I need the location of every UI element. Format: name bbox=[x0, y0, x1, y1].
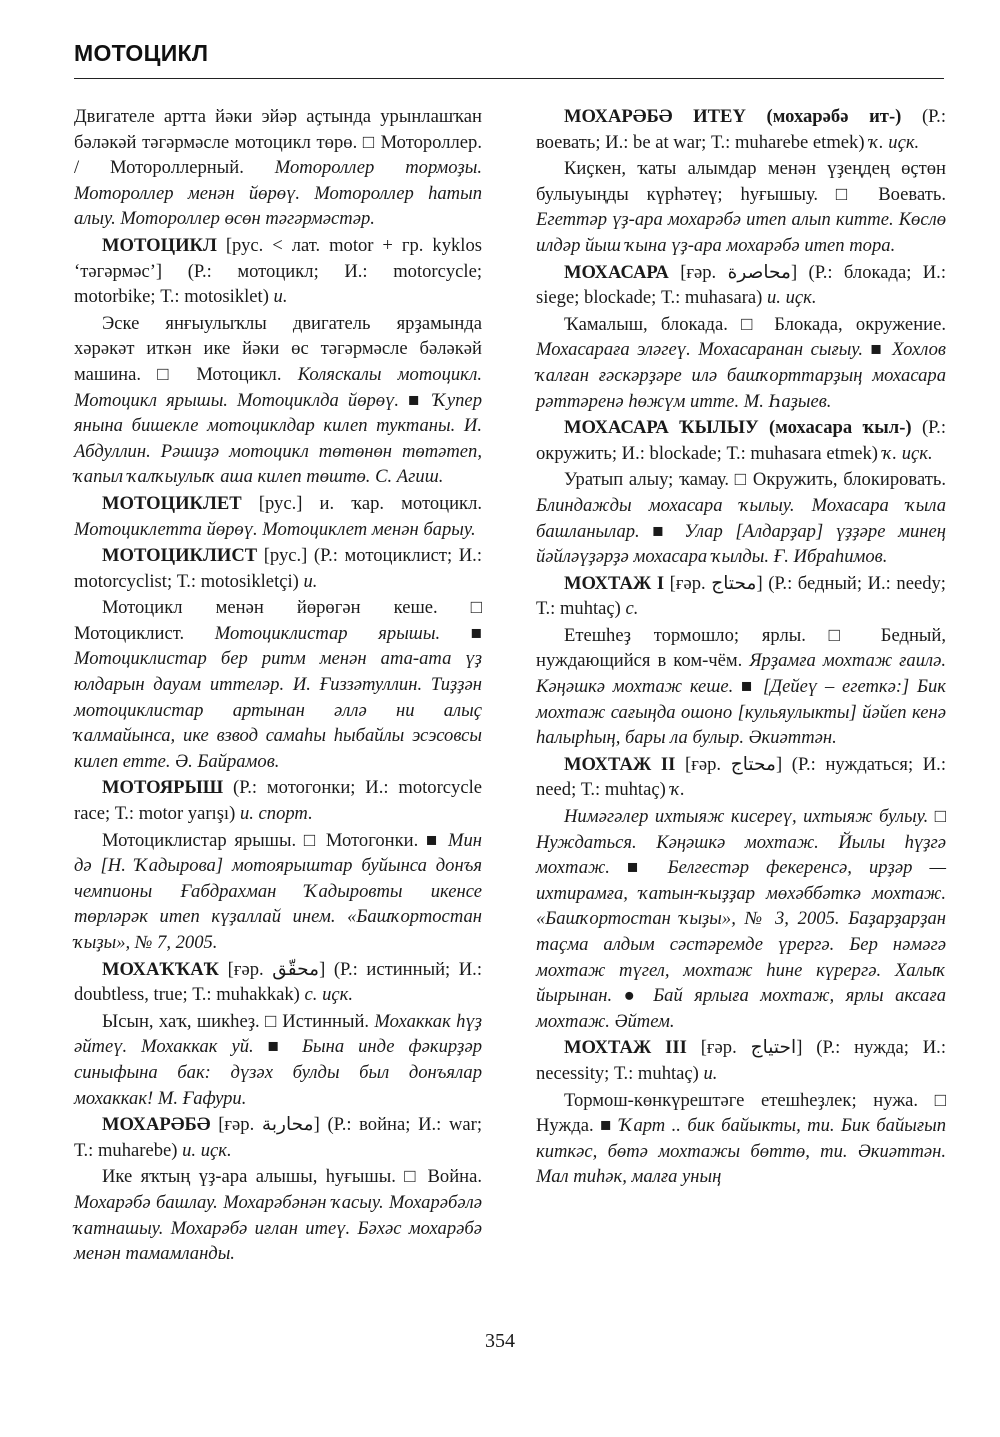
entry-text: [ғәр. محاربة] (Р.: война; И.: war; Т.: muharebe) bbox=[74, 1114, 482, 1161]
entry-example: с. bbox=[625, 598, 639, 620]
entry-example: Егеттәр үҙ-ара мохарәбә итеп алып китте. Көслө илдәр йыш ҡына үҙ-ара мохарәбә итеп тора. bbox=[536, 209, 946, 256]
entry-example: Мохаккак һүҙ әйтеү. Мохаккак уй. ■ Бына инде фәкирҙәр синыфына бак: дүзәх булды был донъялар мохаккак! М. Ғафури. bbox=[74, 1010, 482, 1109]
entry-example: Мотоциклистар ярышы. ■ Мотоциклистар бер ритм менән ата-ата үҙ юлдарын дауам иттеләр. И. Ғиззәтуллин. Тиҙҙән мотоциклистар артынан әллә ни алыҫ ҡалмайынса, ике взвод самаһы һыбайлы эсэсовсы килеп етте. Ә. Байрамов. bbox=[74, 622, 482, 772]
entry-text: Ысын, хаҡ, шикһеҙ. □ Истинный. bbox=[102, 1010, 375, 1032]
entry-text: [рус.] и. ҡар. мотоцикл. bbox=[241, 492, 482, 514]
header-rule bbox=[74, 78, 944, 79]
entry-text: [ғәр. محتاج] (Р.: нуждаться; И.: need; Т.: muhtaç) bbox=[536, 753, 946, 801]
entry-example: Блиндажды мохасара ҡылыу. Мохасара ҡыла башланылар. ■ Улар [Алдарҙар] үҙҙәре минең йәйләүҙәрҙә мохасара ҡылды. Ғ. Ибраһимов. bbox=[536, 494, 946, 568]
entry-example: Мотороллер тормоҙы. Мотороллер менән йөрөү. Мотороллер һатып алыу. Мотороллер өсөн тәгәрмәстәр. bbox=[74, 157, 482, 230]
dictionary-entry-definition bbox=[74, 595, 482, 774]
entry-headword: МОТОЦИКЛИСТ bbox=[102, 545, 258, 567]
dictionary-entry-headword-line bbox=[536, 415, 946, 466]
entry-text: (Р.: воевать; И.: be at war; Т.: muharebe etmek) bbox=[536, 106, 946, 153]
entry-example: и. иҫк. bbox=[767, 287, 817, 309]
entry-example: и. bbox=[303, 570, 318, 592]
dictionary-entry-definition bbox=[74, 1009, 482, 1111]
entry-text: [ғәр. محقّق] (Р.: истинный; И.: doubtless, true; Т.: muhakkak) bbox=[74, 958, 482, 1006]
entry-headword: МОХТАЖ I bbox=[564, 572, 665, 594]
entry-text: [ғәр. احتياج] (Р.: нужда; И.: necessity; Т.: muhtaç) bbox=[536, 1037, 946, 1084]
dictionary-entry-definition bbox=[536, 623, 946, 751]
entry-headword: МОХТАЖ II bbox=[564, 753, 676, 775]
entry-text: Етешһеҙ тормошло; ярлы. □ Бедный, нуждающийся в ком-чём. bbox=[536, 624, 946, 672]
entry-example: и. иҫк. bbox=[182, 1139, 232, 1161]
dictionary-entry-headword-line bbox=[536, 260, 946, 311]
entry-text: Эске янғыулыҡлы двигатель ярҙамында хәрәкәт иткән ике йәки өс тәгәрмәсле бәләкәй машина. □ Мотоцикл. bbox=[74, 312, 482, 385]
entry-text: Двигателе артта йәки эйәр аҫтында урынлашҡан бәләкәй тәгәрмәсле мотоцикл төрө. □ Мотороллер. / Мотороллерный. bbox=[74, 106, 482, 179]
dictionary-entry-definition bbox=[74, 1164, 482, 1266]
entry-example: Мохасараға эләгеү. Мохасаранан сығыу. ■ Хохлов ҡалған ғәскәрҙәре илә башҡорттарҙың мохасара рәттәренә һөжүм итте. М. Һаҙыев. bbox=[536, 339, 946, 412]
entry-example: Коляскалы мотоцикл. Мотоцикл ярышы. Мотоциклда йөрөү. ■ Ҡупер янына бишекле мотоциклдар килеп туктаны. И. Абдуллин. Рәшиҙә мотоцикл төтөнөн төтәтеп, ҡапыл ҡалҡыулыҡ аша килеп төштө. С. Агиш. bbox=[74, 363, 482, 488]
entry-headword: МОТОЯРЫШ bbox=[102, 777, 224, 799]
entry-text: Мотоцикл менән йөрөгән кеше. □ Мотоциклист. bbox=[74, 597, 482, 644]
left-column bbox=[74, 104, 482, 1268]
entry-example: и. bbox=[273, 286, 288, 308]
entry-example: ■ Ҡарт .. бик байыкты, ти. Бик байығып киткәс, бөтә мохтажы бөттө, ти. Әкиәттән. Мал тиһәк, малға уның bbox=[536, 1115, 946, 1188]
entry-text: [рус.] (Р.: мотоциклист; И.: motorcyclist; Т.: motosikletçi) bbox=[74, 545, 482, 592]
entry-example: Мотоциклетта йөрөү. Мотоциклет менән барыу. bbox=[74, 518, 476, 540]
entry-text: Ҡамалыш, блокада. □ Блокада, окружение. bbox=[564, 313, 946, 335]
running-head: МОТОЦИКЛ bbox=[74, 40, 209, 66]
entry-headword: МОТОЦИКЛ bbox=[102, 234, 217, 256]
dictionary-entry-definition bbox=[74, 311, 482, 490]
entry-example: ■ Мин дә [Н. Ҡадырова] мотоярыштар буйынса донъя чемпионы Ғабдрахман Ҡадыровты икенсе төрләрәк итеп күҙаллай инем. «Башҡортостан ҡыҙы», № 7, 2005. bbox=[74, 829, 482, 953]
entry-text: Ике яҡтың үҙ-ара алышы, һуғышы. □ Война. bbox=[102, 1166, 482, 1188]
entry-headword: МОТОЦИКЛЕТ bbox=[102, 492, 242, 514]
page-number: 354 bbox=[485, 1330, 515, 1352]
entry-example: ҡ. bbox=[670, 779, 685, 801]
entry-example: ҡ. иҫк. bbox=[882, 442, 933, 464]
dictionary-entry-definition bbox=[536, 1088, 946, 1190]
entry-headword: МОХАҠҠАҠ bbox=[102, 958, 220, 980]
dictionary-entry-headword-line bbox=[74, 491, 482, 542]
entry-text: (Р.: окружить; И.: blockade; Т.: muhasara etmek) bbox=[536, 417, 946, 464]
dictionary-entry-headword-line bbox=[536, 1035, 946, 1086]
entry-headword: МОХАСАРА bbox=[564, 261, 669, 283]
entry-text: Тормош-көнкүрештәге етешһеҙлек; нужа. □ Нужда. bbox=[536, 1089, 946, 1137]
dictionary-entry-headword-line bbox=[536, 571, 946, 622]
dictionary-entry-definition bbox=[536, 312, 946, 414]
dictionary-entry-headword-line bbox=[74, 543, 482, 594]
entry-example: Нимәгәлер ихтыяж кисереү, ихтыяж булыу. □ Нуждаться. Кәңәшкә мохтаж. Йылы һүҙгә мохтаж. ■ Белгестәр фекеренсә, ирҙәр — ихтирамға, ҡатын-ҡыҙҙар мөхәббәткә мохтаж. «Башҡортостан ҡыҙы», № 3, 2005. Баҙарҙарҙан таҫма алдым сәстәремде үрергә. Бер нәмәгә мохтаж түгел, мохтаж һине күрергә. Халыҡ йырынан. ● Бай ярлыға мохтаж, ярлы аксаға мохтаж. Әйтем. bbox=[536, 806, 946, 1032]
dictionary-entry-definition bbox=[74, 104, 482, 232]
entry-text: [ғәр. محاصرة] (Р.: блокада; И.: siege; blockade; Т.: muhasara) bbox=[536, 261, 946, 309]
dictionary-entry-definition bbox=[536, 467, 946, 569]
entry-example: с. иҫк. bbox=[304, 984, 353, 1006]
dictionary-entry-headword-line bbox=[74, 775, 482, 826]
entry-headword: МОХАРӘБӘ bbox=[102, 1114, 211, 1136]
entry-text: [ғәр. محتاج] (Р.: бедный; И.: needy; Т.: muhtaç) bbox=[536, 572, 946, 620]
entry-headword: МОХАСАРА ҠЫЛЫУ (мохасара ҡыл-) bbox=[564, 417, 912, 439]
right-column bbox=[536, 104, 946, 1191]
entry-example: Ярҙамға мохтаж ғаилә. Кәңәшкә мохтаж кеше. ■ [Дейеү – егеткә:] Бик мохтаж сағыңда ошоно [кульяулыкты] йәйеп кенә һалырһың, бары ла булыр. Әкиәттән. bbox=[536, 650, 946, 749]
entry-example: и. bbox=[703, 1062, 718, 1084]
entry-text: Мотоциклистар ярышы. □ Мотогонки. bbox=[102, 829, 426, 851]
entry-example: Мохарәбә башлау. Мохарәбәнән ҡасыу. Мохарәбәлә ҡатнашыу. Мохарәбә иғлан итеү. Бәхәс мохарәбә менән тамамланды. bbox=[74, 1191, 482, 1265]
entry-example: и. спорт. bbox=[239, 803, 313, 825]
entry-text: Киҫкен, ҡаты алымдар менән үҙеңдең өҫтөн булыуыңды күрһәтеү; һуғышыу. □ Воевать. bbox=[536, 158, 946, 205]
entry-headword: МОХТАЖ III bbox=[564, 1037, 687, 1059]
dictionary-entry-headword-line bbox=[536, 104, 946, 155]
dictionary-entry-headword-line bbox=[74, 1112, 482, 1163]
dictionary-entry-headword-line bbox=[74, 957, 482, 1008]
entry-example: ҡ. иҫк. bbox=[869, 131, 920, 153]
dictionary-entry-definition bbox=[536, 804, 946, 1034]
dictionary-entry-definition bbox=[536, 156, 946, 258]
dictionary-entry-headword-line bbox=[536, 752, 946, 803]
dictionary-entry-definition bbox=[74, 828, 482, 956]
dictionary-entry-headword-line bbox=[74, 233, 482, 310]
entry-headword: МОХАРӘБӘ ИТЕҮ (мохарәбә ит-) bbox=[564, 106, 902, 127]
entry-text: [рус. < лат. motor + гр. kyklos ‘тәгәрмәс’] (Р.: мотоцикл; И.: motorcycle; motorbike; Т.: motosiklet) bbox=[74, 234, 482, 308]
entry-text: (Р.: мотогонки; И.: motorcycle race; Т.: motor yarışı) bbox=[74, 777, 482, 825]
entry-text: Уратып алыу; ҡамау. □ Окружить, блокировать. bbox=[564, 469, 946, 491]
